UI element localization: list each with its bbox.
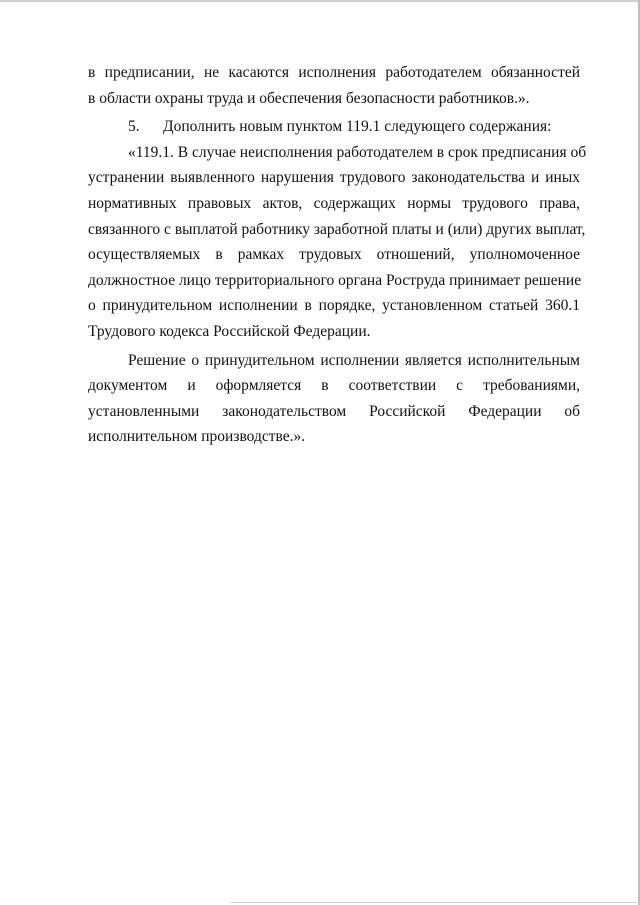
text-line: Решение о принудительном исполнении является исполнительным: [128, 351, 580, 369]
paragraph-decision: [88, 348, 580, 450]
text-line: документом и оформляется в соответствии с требованиями,: [88, 377, 580, 395]
text-line: связанного с выплатой работнику заработной платы и (или) других выплат,: [88, 220, 586, 238]
paragraph-119-1: [88, 140, 587, 345]
text-line: должностное лицо территориального органа Роструда принимает решение: [88, 271, 582, 289]
text-line: «119.1. В случае неисполнения работодателем в срок предписания об: [128, 143, 587, 161]
text-line: в предписании, не касаются исполнения работодателем обязанностей: [88, 64, 580, 81]
text-line: осуществляемых в рамках трудовых отношений, уполномоченное: [88, 246, 580, 264]
text-line: Трудового кодекса Российской Федерации.: [88, 322, 371, 340]
carryover-paragraph: [88, 60, 580, 111]
text-line: установленными законодательством Российской Федерации об: [88, 402, 580, 420]
document-page-body: [88, 60, 587, 450]
item-number: 5.: [128, 118, 140, 136]
text-line: исполнительном производстве.».: [88, 428, 306, 446]
text-line: в области охраны труда и обеспечения безопасности работников.».: [88, 89, 530, 107]
text-line: устранении выявленного нарушения трудового законодательства и иных: [88, 169, 580, 187]
text-line: нормативных правовых актов, содержащих нормы трудового права,: [88, 194, 580, 212]
text-line: о принудительном исполнении в порядке, установленном статьей 360.1: [88, 297, 580, 315]
amendment-item-5: [88, 114, 580, 140]
scan-edge-top: [0, 0, 640, 2]
scan-edge-bottom: [230, 902, 640, 903]
item-text: Дополнить новым пунктом 119.1 следующего содержания:: [163, 118, 552, 136]
